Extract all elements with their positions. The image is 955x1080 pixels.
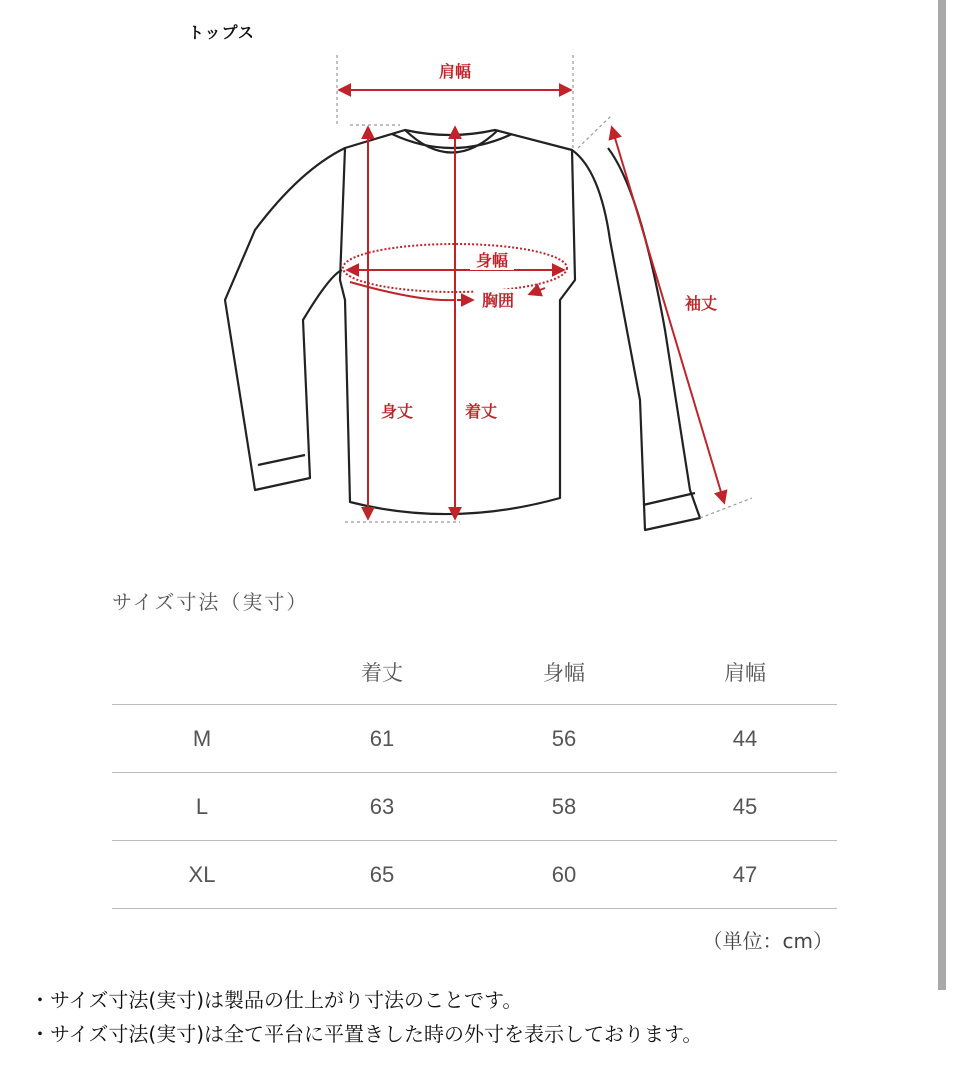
value-cell: 65 xyxy=(369,861,395,887)
header-cell xyxy=(142,640,262,704)
header-cell: 身幅 xyxy=(543,661,585,685)
notes xyxy=(30,983,702,1051)
size-cell: L xyxy=(195,793,209,819)
shoulder-width-label: 肩幅 xyxy=(438,62,472,81)
header-cell: 着丈 xyxy=(361,661,403,685)
sleeve-length-label: 袖丈 xyxy=(684,294,718,313)
sleeve-arrow xyxy=(612,128,724,502)
note-item: ・サイズ寸法(実寸)は製品の仕上がり寸法のことです。 xyxy=(30,988,523,1012)
total-length-label: 着丈 xyxy=(464,402,498,421)
table-row xyxy=(112,841,837,909)
value-cell: 45 xyxy=(732,793,758,819)
shirt-outline xyxy=(225,130,700,530)
size-cell: M xyxy=(192,725,212,751)
section-title: トップス xyxy=(188,23,255,42)
body-width-label: 身幅 xyxy=(475,251,509,270)
body-length-label: 身丈 xyxy=(380,402,414,421)
table-header-row xyxy=(112,640,837,705)
value-cell: 58 xyxy=(551,793,577,819)
header-cell: 肩幅 xyxy=(724,661,766,685)
size-table xyxy=(112,640,837,909)
value-cell: 60 xyxy=(551,861,577,887)
table-row xyxy=(112,773,837,841)
value-cell: 56 xyxy=(551,725,577,751)
value-cell: 63 xyxy=(369,793,395,819)
table-row xyxy=(112,705,837,773)
value-cell: 61 xyxy=(369,725,395,751)
unit-label: （単位：cm） xyxy=(702,929,833,953)
chest-label: 胸囲 xyxy=(481,291,515,310)
note-item: ・サイズ寸法(実寸)は全て平台に平置きした時の外寸を表示しております。 xyxy=(30,1022,703,1046)
size-cell: XL xyxy=(188,861,216,887)
value-cell: 44 xyxy=(732,725,758,751)
table-caption: サイズ寸法（実寸） xyxy=(112,590,309,614)
value-cell: 47 xyxy=(732,861,758,887)
